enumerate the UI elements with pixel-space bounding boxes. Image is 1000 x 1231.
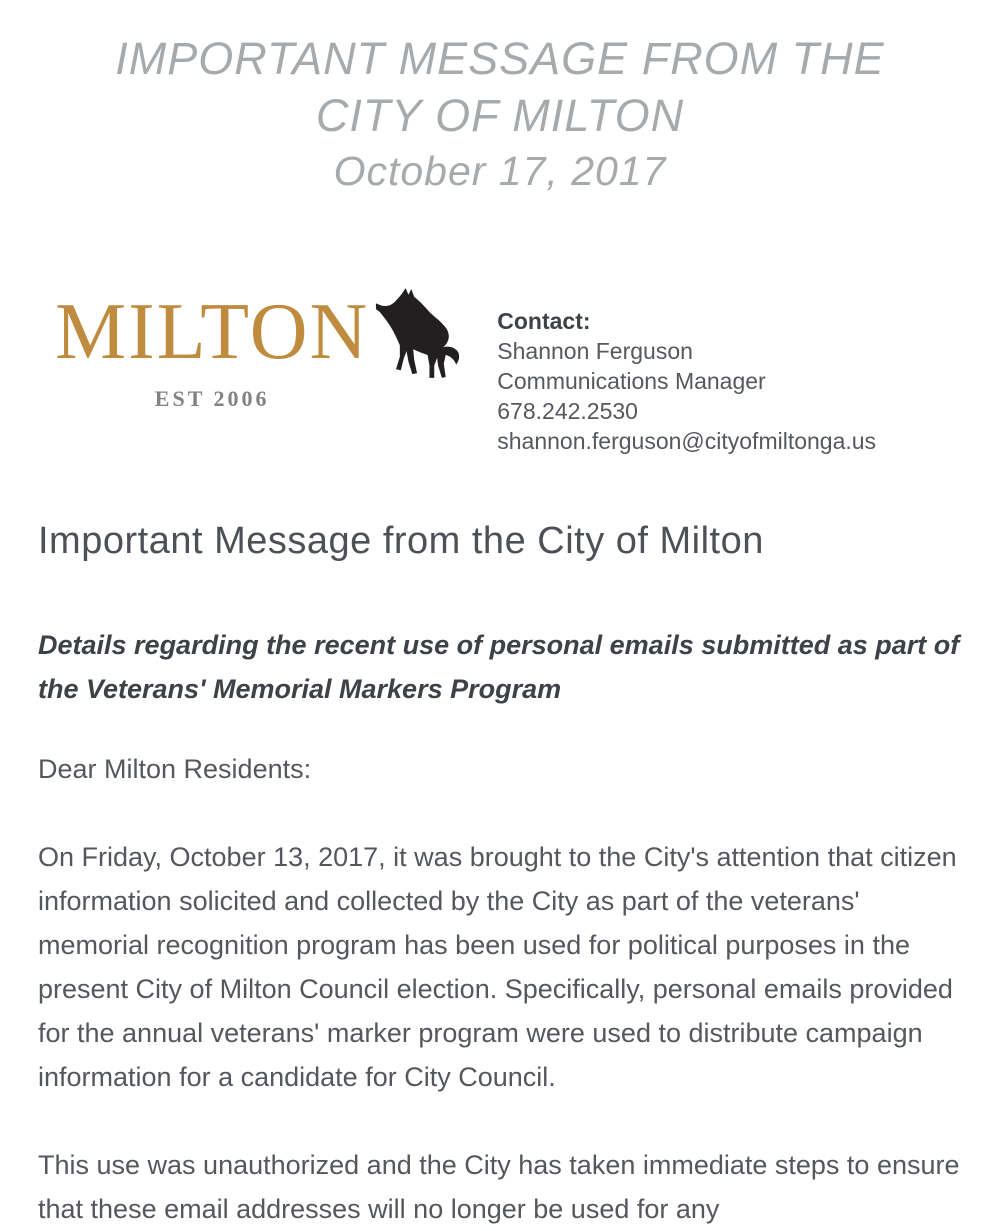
body-paragraph: On Friday, October 13, 2017, it was brought to the City's attention that citizen information solicited and collected by the City as part of the veterans' memorial recognition program has been used for political purposes in the present City of Milton Council election. Specifically, personal emails provided for the annual veterans' marker program were used to distribute campaign information for a candidate for City Council. [38, 842, 957, 1092]
contact-name: Shannon Ferguson [497, 338, 693, 364]
body-paragraph: This use was unauthorized and the City has taken immediate steps to ensure that these email addresses will no longer be used for any [38, 1150, 960, 1224]
banner-line-2: CITY OF MILTON [315, 90, 685, 141]
contact-phone: 678.242.2530 [497, 398, 638, 424]
contact-email: shannon.ferguson@cityofmiltonga.us [497, 428, 877, 454]
galloping-horse-icon [375, 285, 461, 381]
banner-date: October 17, 2017 [333, 148, 667, 194]
banner [0, 30, 1000, 198]
contact-block [497, 292, 876, 456]
article-body [0, 520, 1000, 1231]
milton-wordmark-block [55, 288, 370, 412]
article-subheading: Details regarding the recent use of personal emails submitted as part of the Veterans' Memorial Markers Program [38, 630, 960, 704]
contact-title: Communications Manager [497, 368, 766, 394]
banner-line-1: IMPORTANT MESSAGE FROM THE [115, 33, 885, 84]
press-release-page [0, 30, 1000, 1224]
salutation: Dear Milton Residents: [38, 754, 312, 784]
logo-established-text: EST 2006 [154, 386, 270, 411]
logo-contact-row [0, 288, 1000, 456]
article-heading: Important Message from the City of Milton [38, 520, 764, 562]
contact-label: Contact: [497, 308, 591, 334]
milton-logo [55, 288, 461, 412]
milton-wordmark: MILTON [55, 288, 370, 376]
